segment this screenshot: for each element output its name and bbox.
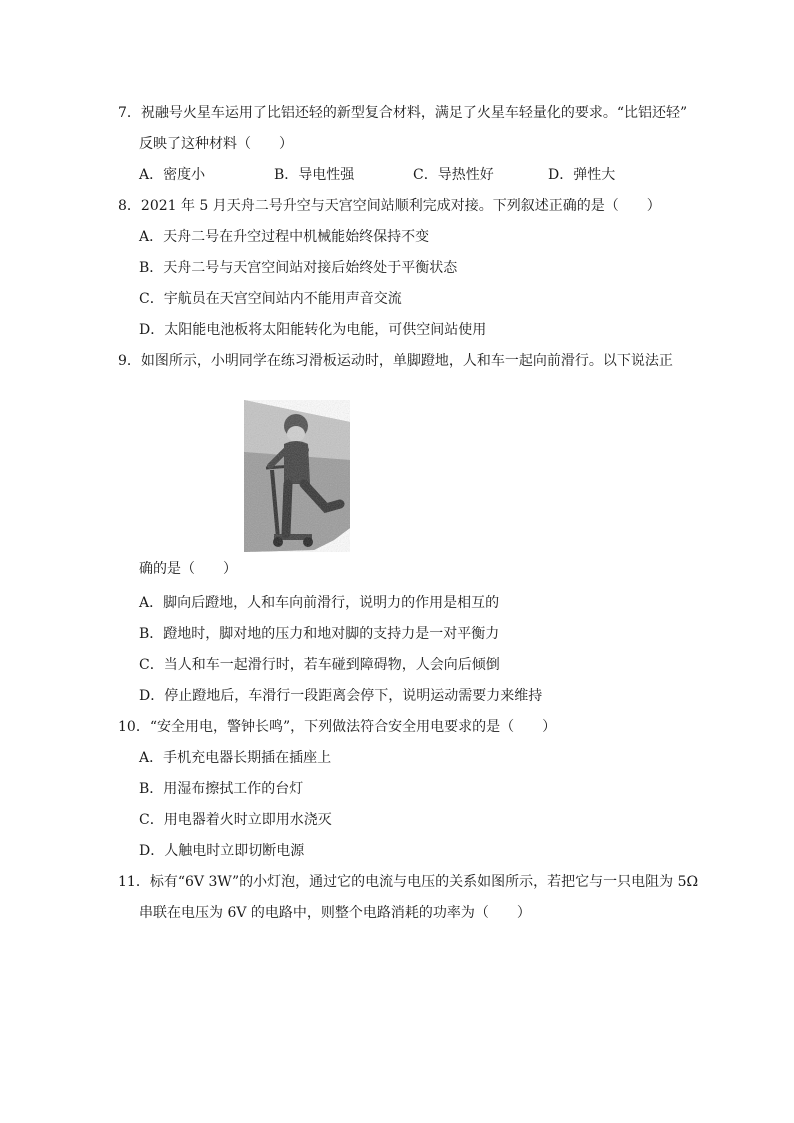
q10-option-d: D．人触电时立即切断电源 [139,843,305,859]
q10-option-a: A．手机充电器长期插在插座上 [139,750,332,766]
q7-option-b: B．导电性强 [274,167,355,183]
q9-option-b: B．蹬地时，脚对地的压力和地对脚的支持力是一对平衡力 [139,626,500,642]
q8-option-c: C．宇航员在天宫空间站内不能用声音交流 [139,291,402,307]
q7-option-d: D．弹性大 [548,167,616,183]
q9-option-c: C．当人和车一起滑行时，若车碰到障碍物，人会向后倾倒 [139,657,500,673]
q9-option-a: A．脚向后蹬地，人和车向前滑行，说明力的作用是相互的 [139,595,500,611]
q7-option-c: C．导热性好 [413,167,494,183]
q8-stem: 8．2021 年 5 月天舟二号升空与天宫空间站顺利完成对接。下列叙述正确的是（ ） [118,198,661,214]
q9-option-d: D．停止蹬地后，车滑行一段距离会停下，说明运动需要力来维持 [139,688,543,704]
q11-stem-line2: 串联在电压为 6V 的电路中，则整个电路消耗的功率为（ ） [139,905,531,921]
q10-option-c: C．用电器着火时立即用水浇灭 [139,812,332,828]
q10-stem: 10．“安全用电，警钟长鸣”，下列做法符合安全用电要求的是（ ） [118,719,557,735]
q11-stem-line1: 11．标有“6V 3W”的小灯泡，通过它的电流与电压的关系如图所示，若把它与一只电阻为 5Ω [118,874,699,890]
q8-option-d: D．太阳能电池板将太阳能转化为电能，可供空间站使用 [139,322,487,338]
q7-stem-line2: 反映了这种材料（ ） [139,136,293,152]
q8-option-a: A．天舟二号在升空过程中机械能始终保持不变 [139,229,430,245]
q10-option-b: B．用湿布擦拭工作的台灯 [139,781,304,797]
q7-option-a: A．密度小 [139,167,206,183]
scooter-boy-figure [244,400,350,552]
q9-stem-line1: 9．如图所示，小明同学在练习滑板运动时，单脚蹬地，人和车一起向前滑行。以下说法正 [118,353,673,369]
q7-stem-line1: 7．祝融号火星车运用了比铝还轻的新型复合材料，满足了火星车轻量化的要求。“比铝还轻” [118,105,688,121]
q8-option-b: B．天舟二号与天宫空间站对接后始终处于平衡状态 [139,260,458,276]
q9-stem-line2: 确的是（ ） [139,561,237,577]
